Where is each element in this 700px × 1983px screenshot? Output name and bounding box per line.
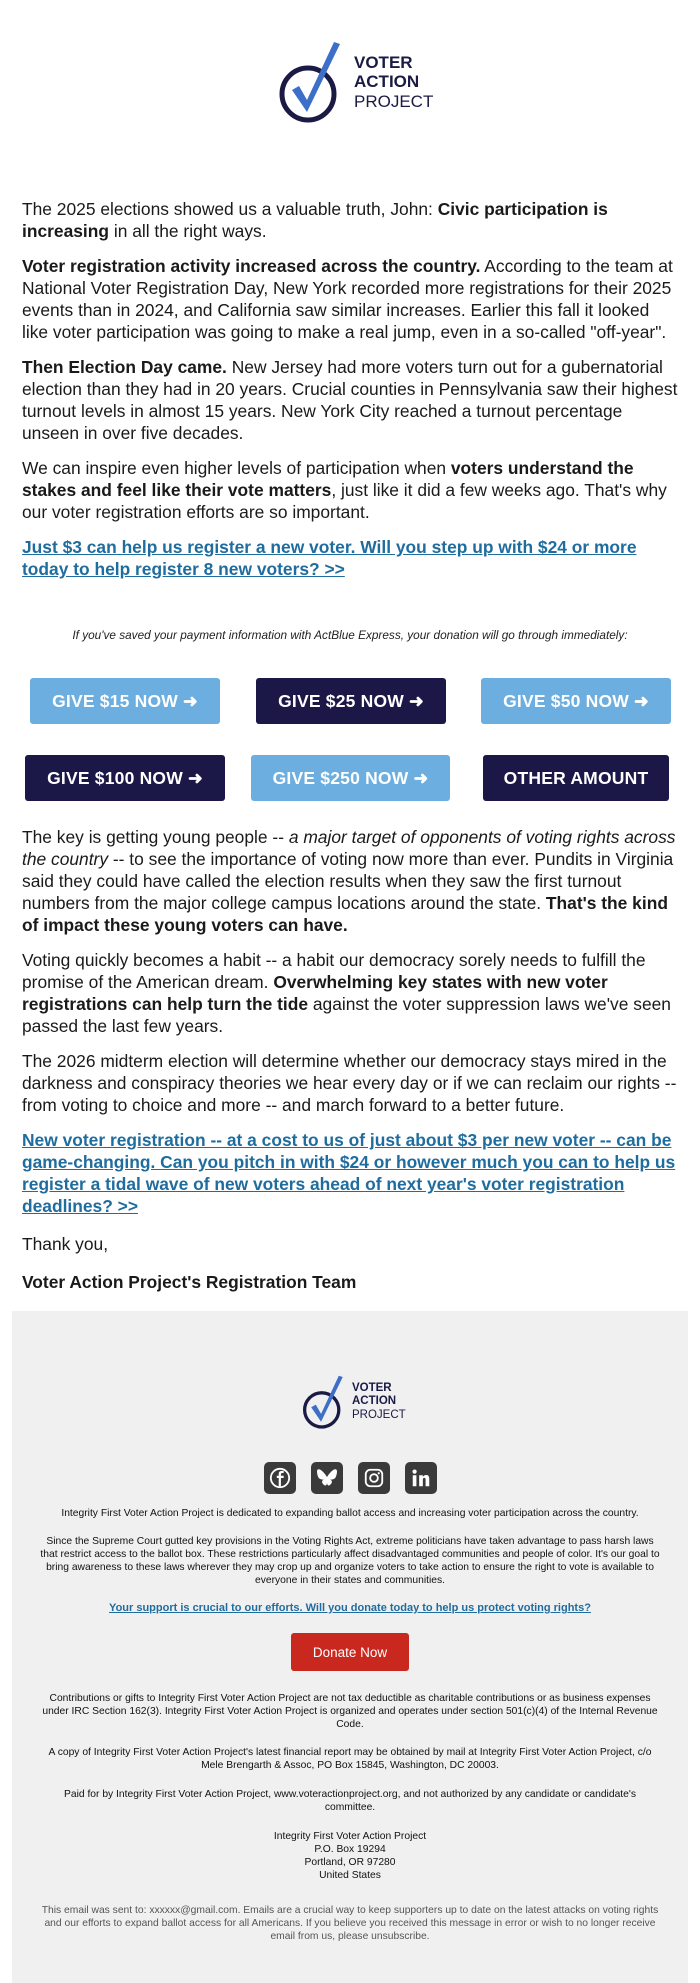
give-100-button[interactable]: GIVE $100 NOW ➜	[25, 755, 225, 801]
logo-line-project: PROJECT	[352, 1408, 406, 1421]
participation-paragraph: We can inspire even higher levels of participation when voters understand the stakes and feel like their vote matters, just like it did a few weeks ago. That's why our voter registration efforts are so important.	[22, 458, 667, 522]
footer-report-text: A copy of Integrity First Voter Action Project's latest financial report may be obtained by mail at Integrity First Voter Action Project, c/o Mele Brengarth & Assoc, PO Box 15845, Washington, DC 20003.	[48, 1747, 652, 1771]
address-line: Portland, OR 97280	[304, 1857, 396, 1868]
logo-line-action: ACTION	[354, 72, 420, 92]
other-amount-button[interactable]: OTHER AMOUNT	[483, 755, 669, 801]
logo-line-voter: VOTER	[352, 1382, 392, 1395]
donate-link-paragraph-2	[22, 1129, 678, 1217]
actblue-note: If you've saved your payment information with ActBlue Express, your donation will go through immediately:	[72, 628, 628, 642]
address-line: Integrity First Voter Action Project	[273, 1831, 427, 1842]
logo-line-voter: VOTER	[354, 52, 413, 72]
logo-line-project: PROJECT	[354, 91, 434, 111]
footer-paid-text: Paid for by Integrity First Voter Action Project, www.voteractionproject.org, and not authorized by any candidate or candidate's committee.	[63, 1789, 637, 1813]
footer-logo[interactable]	[302, 1373, 406, 1431]
footer-address	[38, 1830, 662, 1882]
checkmark-logo-icon	[302, 1373, 348, 1431]
donate-link-tidal-wave[interactable]: New voter registration -- at a cost to us of just about $3 per new voter -- can be game-changing. Can you pitch in with $24 or however much you can to help us register a tidal wave of new voters ahead of next year's voter registration deadlines? >>	[22, 1130, 676, 1216]
footer-sent-notice: This email was sent to: xxxxxx@gmail.com. Emails are a crucial way to keep supporters up to date on the latest attacks on voting rights and our efforts to expand ballot access for all Americans. If you believe you received this message in error or wish to no longer receive email from us, please unsubscribe.	[41, 1905, 659, 1942]
donate-now-button[interactable]: Donate Now	[291, 1633, 409, 1671]
intro-section	[22, 198, 678, 593]
support-link[interactable]: Your support is crucial to our efforts. Will you donate today to help us protect voting rights?	[109, 1602, 591, 1614]
intro-paragraph: The 2025 elections showed us a valuable truth, John: Civic participation is increasing in all the right ways.	[22, 199, 608, 241]
instagram-icon[interactable]	[358, 1462, 390, 1494]
give-50-button[interactable]: GIVE $50 NOW ➜	[481, 678, 671, 724]
signature: Voter Action Project's Registration Team	[22, 1272, 357, 1292]
footer-since-text: Since the Supreme Court gutted key provisions in the Voting Rights Act, extreme politicians have taken advantage to pass harsh laws that restrict access to the ballot box. These restrictions particularly affect disadvantaged communities and people of color. It's our goal to bring awareness to these laws wherever they may crop up and organize voters to take action to ensure the right to vote is available to everyone in their states and communities.	[40, 1536, 660, 1586]
midterm-paragraph: The 2026 midterm election will determine whether our democracy stays mired in the darkness and conspiracy theories we hear every day or if we can reclaim our rights -- from voting to choice and more -- and march forward to a better future.	[22, 1051, 677, 1115]
linkedin-icon[interactable]	[405, 1462, 437, 1494]
footer-tax-text: Contributions or gifts to Integrity First Voter Action Project are not tax deductible as charitable contributions or as business expenses under IRC Section 162(3). Integrity First Voter Action Project is organized and operates under section 501(c)(4) of the Internal Revenue Code.	[42, 1693, 658, 1730]
registration-paragraph: Voter registration activity increased across the country. According to the team at National Voter Registration Day, New York recorded more registrations for their 2025 events than in 2024, and California saw similar increases. Earlier this fall it looked like voter participation was going to make a real jump, even in a so-called "off-year".	[22, 256, 673, 342]
footer-mission: Integrity First Voter Action Project is dedicated to expanding ballot access and increasing voter participation across the country.	[61, 1508, 639, 1519]
donate-link-paragraph	[22, 536, 678, 580]
logo-line-action: ACTION	[352, 1395, 397, 1408]
social-links	[0, 1462, 700, 1494]
give-25-button[interactable]: GIVE $25 NOW ➜	[256, 678, 446, 724]
donate-link-3-dollars[interactable]: Just $3 can help us register a new voter. Will you step up with $24 or more today to help register 8 new voters? >>	[22, 537, 637, 579]
thanks-text: Thank you,	[22, 1234, 109, 1254]
election-day-paragraph: Then Election Day came. New Jersey had more voters turn out for a gubernatorial election than they had in 20 years. Crucial counties in Pennsylvania saw their highest turnout levels in almost 15 years. New York City reached a turnout percentage unseen in over five decades.	[22, 357, 678, 443]
bluesky-icon[interactable]	[311, 1462, 343, 1494]
habit-paragraph: Voting quickly becomes a habit -- a habit our democracy sorely needs to fulfill the promise of the American dream. Overwhelming key states with new voter registrations can help turn the tide against the voter suppression laws we've seen passed the last few years.	[22, 950, 671, 1036]
give-250-button[interactable]: GIVE $250 NOW ➜	[251, 755, 450, 801]
logo[interactable]	[278, 38, 433, 126]
young-people-paragraph: The key is getting young people -- a major target of opponents of voting rights across the country -- to see the importance of voting now more than ever. Pundits in Virginia said they could have called the election results when they saw the first turnout numbers from the major college campus locations around the state. That's the kind of impact these young voters can have.	[22, 827, 676, 935]
give-15-button[interactable]: GIVE $15 NOW ➜	[30, 678, 220, 724]
facebook-icon[interactable]	[264, 1462, 296, 1494]
address-line: P.O. Box 19294	[314, 1844, 386, 1855]
checkmark-logo-icon	[278, 38, 348, 126]
body-section	[22, 826, 678, 1306]
address-line: United States	[319, 1870, 381, 1881]
